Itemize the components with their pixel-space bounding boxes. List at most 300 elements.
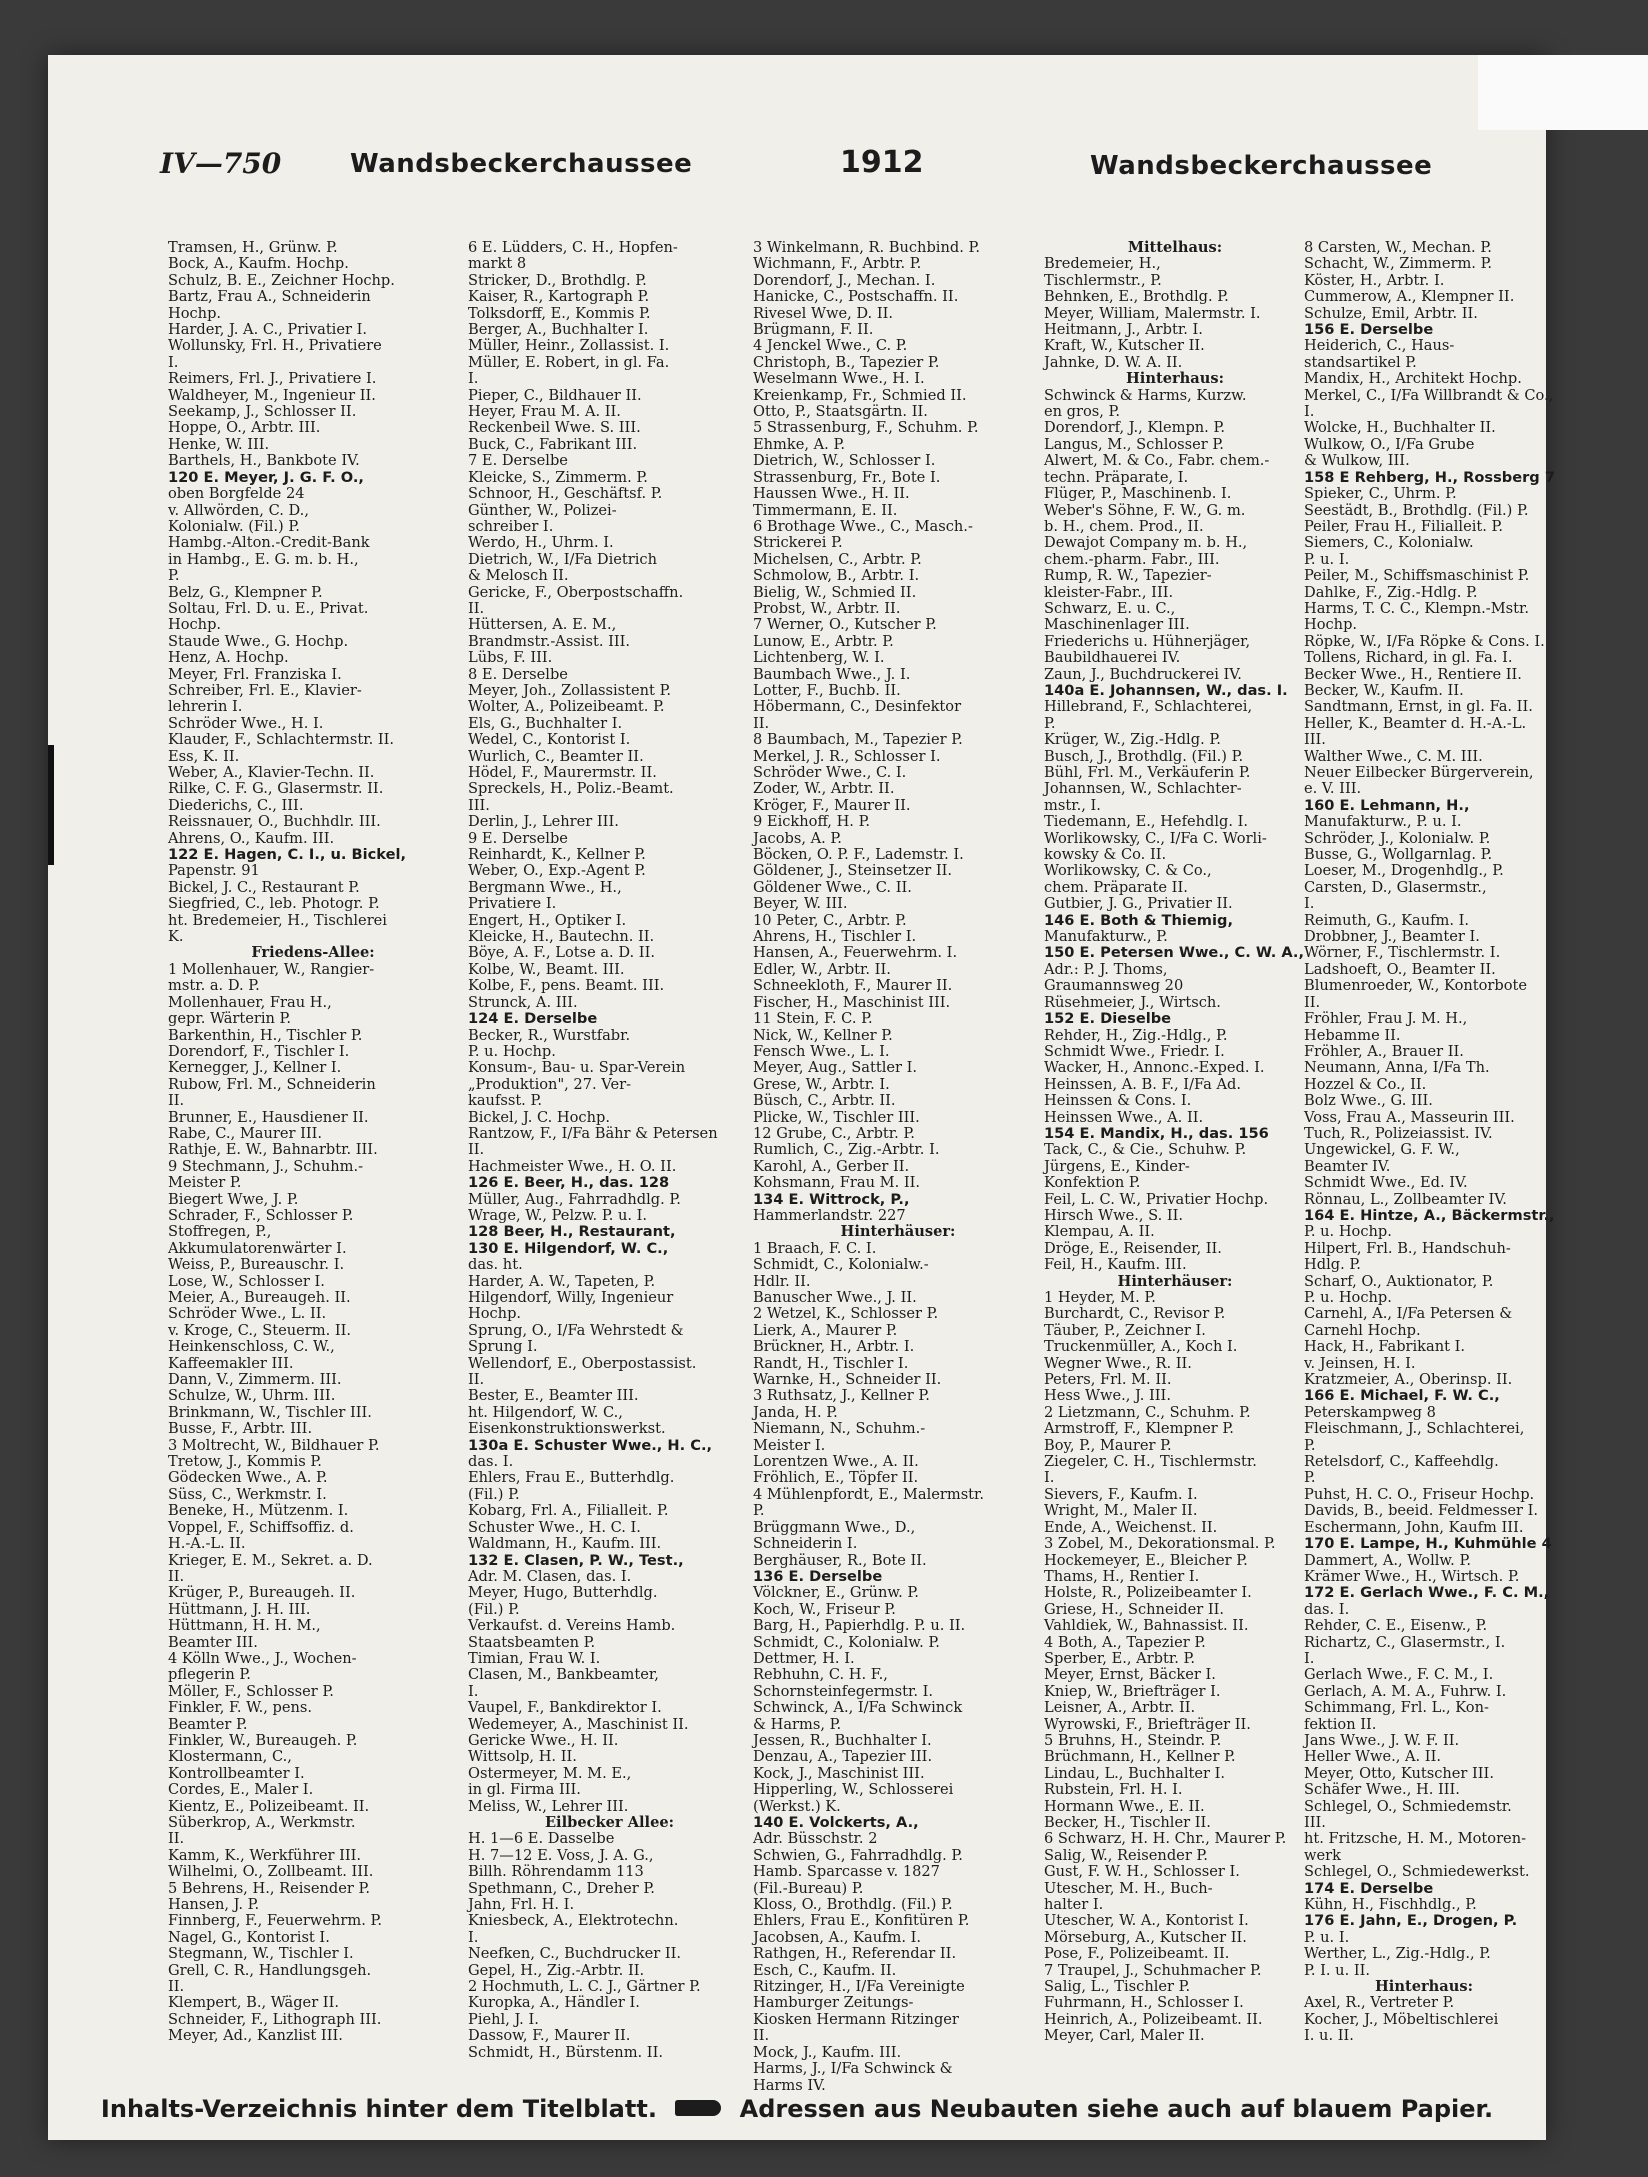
directory-line: mstr. a. D. P. xyxy=(168,977,260,995)
directory-line: Ende, A., Weichenst. II. xyxy=(1044,1518,1218,1536)
directory-line: Hinterhaus: xyxy=(1126,370,1224,388)
directory-line: Heller, K., Beamter d. H.-A.-L. xyxy=(1304,714,1527,732)
directory-line: Tuch, R., Polizeiassist. IV. xyxy=(1304,1124,1493,1142)
directory-line: Kamm, K., Werkführer III. xyxy=(168,1846,362,1864)
directory-line: Rathje, E. W., Bahnarbtr. III. xyxy=(168,1141,378,1159)
directory-line: Busse, F., Arbtr. III. xyxy=(168,1420,313,1438)
directory-line: Ehlers, Frau E., Butterhdlg. xyxy=(468,1469,675,1487)
directory-line: ht. Hilgendorf, W. C., xyxy=(468,1403,623,1421)
directory-line: 158 E Rehberg, H., Rossberg 7 xyxy=(1304,468,1555,486)
directory-line: 9 Eickhoff, H. P. xyxy=(753,813,871,831)
street-title-right: Wandsbeckerchaussee xyxy=(1090,151,1433,181)
directory-line: Tramsen, H., Grünw. P. xyxy=(168,239,338,256)
page-header xyxy=(160,139,1433,199)
directory-line: 8 Carsten, W., Mechan. P. xyxy=(1304,239,1492,256)
directory-line: Axel, R., Vertreter P. xyxy=(1304,1994,1455,2012)
directory-line: Finnberg, F., Feuerwehrm. P. xyxy=(168,1912,383,1930)
directory-line: Meyer, Aug., Sattler I. xyxy=(753,1059,918,1077)
directory-line: Kraft, W., Kutscher II. xyxy=(1044,337,1205,355)
directory-line: Gust, F. W. H., Schlosser I. xyxy=(1044,1863,1240,1881)
directory-line: Timian, Frau W. I. xyxy=(468,1649,601,1667)
directory-line: Beneke, H., Mützenm. I. xyxy=(168,1502,349,1520)
directory-line: H. 7—12 E. Voss, J. A. G., xyxy=(468,1846,654,1864)
directory-line: Mittelhaus: xyxy=(1127,239,1223,256)
directory-line: Bock, A., Kaufm. Hochp. xyxy=(168,255,349,273)
directory-line: Rebhuhn, C. H. F., xyxy=(753,1666,888,1684)
directory-line: Burchardt, C., Revisor P. xyxy=(1044,1305,1226,1323)
directory-line: Rumlich, C., Zig.-Arbtr. I. xyxy=(753,1141,940,1159)
directory-line: Siemers, C., Kolonialw. xyxy=(1304,534,1474,552)
directory-page xyxy=(48,55,1555,2140)
directory-line: Langus, M., Schlosser P. xyxy=(1044,435,1224,453)
directory-line: P. u. I. xyxy=(1304,1928,1350,1946)
directory-line: Dietrich, W., Schlosser I. xyxy=(753,452,936,470)
directory-line: Brinkmann, W., Tischler III. xyxy=(168,1403,372,1421)
directory-line: Rubow, Frl. M., Schneiderin xyxy=(168,1075,376,1093)
directory-line: Kobarg, Frl. A., Filialleit. P. xyxy=(468,1502,669,1520)
directory-line: II. xyxy=(753,2027,770,2045)
directory-line: Wilhelmi, O., Zollbeamt. III. xyxy=(168,1863,374,1881)
directory-line: Heiderich, C., Haus- xyxy=(1304,337,1455,355)
directory-line: P. u. I. xyxy=(1304,550,1350,568)
directory-line: Nagel, G., Kontorist I. xyxy=(168,1928,330,1946)
directory-line: I. xyxy=(1304,895,1315,913)
directory-line: Hödel, F., Maurermstr. II. xyxy=(468,764,657,781)
directory-line: Grese, W., Arbtr. I. xyxy=(753,1075,890,1093)
directory-line: Harder, J. A. C., Privatier I. xyxy=(168,321,368,339)
directory-line: Walther Wwe., C. M. III. xyxy=(1304,747,1483,765)
directory-line: Hipperling, W., Schlosserei xyxy=(753,1781,954,1799)
directory-line: II. xyxy=(1304,993,1321,1011)
directory-line: 2 Wetzel, K., Schlosser P. xyxy=(753,1305,939,1323)
directory-line: Schröder Wwe., L. II. xyxy=(168,1305,327,1323)
directory-line: II. xyxy=(468,1141,485,1159)
directory-line: b. H., chem. Prod., II. xyxy=(1044,517,1204,535)
directory-line: en gros, P. xyxy=(1044,403,1121,421)
directory-line: Peiler, M., Schiffsmaschinist P. xyxy=(1304,567,1530,585)
directory-line: 152 E. Dieselbe xyxy=(1044,1010,1172,1028)
directory-line: Retelsdorf, C., Kaffeehdlg. xyxy=(1304,1453,1499,1471)
directory-line: Barthels, H., Bankbote IV. xyxy=(168,452,360,470)
directory-line: Waldmann, H., Kaufm. III. xyxy=(468,1535,662,1553)
directory-line: Weber, A., Klavier-Techn. II. xyxy=(168,764,375,781)
directory-line: Lose, W., Schlosser I. xyxy=(168,1272,325,1290)
directory-line: I. xyxy=(1304,1649,1315,1667)
directory-line: P. I. u. II. xyxy=(1304,1961,1371,1979)
directory-line: Heinssen, A. B. F., I/Fa Ad. xyxy=(1044,1075,1241,1093)
directory-line: Worlikowsky, C., I/Fa C. Worli- xyxy=(1044,829,1267,847)
directory-line: Heyer, Frau M. A. II. xyxy=(468,403,621,421)
directory-line: Klostermann, C., xyxy=(168,1748,292,1766)
directory-line: Tolksdorff, E., Kommis P. xyxy=(468,304,651,322)
directory-line: Eisenkonstruktionswerkst. xyxy=(468,1420,666,1438)
directory-line: Meyer, Frl. Franziska I. xyxy=(168,665,342,683)
directory-line: Hack, H., Fabrikant I. xyxy=(1304,1338,1466,1356)
directory-line: Fischer, H., Maschinist III. xyxy=(753,993,951,1011)
directory-line: Dietrich, W., I/Fa Dietrich xyxy=(468,550,657,568)
directory-line: 2 Lietzmann, C., Schuhm. P. xyxy=(1044,1403,1251,1421)
directory-line: Manufakturw., P. u. I. xyxy=(1304,813,1462,831)
directory-line: P. xyxy=(753,1502,765,1520)
directory-line: Kröger, F., Maurer II. xyxy=(753,796,911,814)
directory-line: Thams, H., Rentier I. xyxy=(1044,1567,1200,1585)
directory-line: Lorentzen Wwe., A. II. xyxy=(753,1453,919,1471)
directory-line: Bartz, Frau A., Schneiderin xyxy=(168,288,371,306)
directory-line: Dröge, E., Reisender, II. xyxy=(1044,1239,1222,1257)
directory-line: Wolter, A., Polizeibeamt. P. xyxy=(468,698,665,716)
directory-line: Hamb. Sparcasse v. 1827 xyxy=(753,1863,940,1881)
directory-line: Krieger, E. M., Sekret. a. D. xyxy=(168,1551,373,1569)
directory-line: Süberkrop, A., Werkmstr. xyxy=(168,1814,356,1831)
directory-line: Kühn, H., Fischhdlg., P. xyxy=(1304,1896,1477,1914)
directory-line: 172 E. Gerlach Wwe., F. C. M., xyxy=(1304,1584,1550,1602)
directory-line: Loeser, M., Drogenhdlg., P. xyxy=(1304,862,1504,880)
directory-line: 7 Werner, O., Kutscher P. xyxy=(753,616,937,634)
directory-line: Clasen, M., Bankbeamter, xyxy=(468,1666,659,1684)
directory-line: 164 E. Hintze, A., Bäckermstr., xyxy=(1304,1206,1555,1224)
directory-line: 1 Mollenhauer, W., Rangier- xyxy=(168,960,375,978)
directory-line: in Hambg., E. G. m. b. H., xyxy=(168,550,359,568)
directory-line: Ungewickel, G. F. W., xyxy=(1304,1141,1460,1159)
directory-line: Sperber, E., Arbtr. P. xyxy=(1044,1649,1196,1667)
directory-line: Fleischmann, J., Schlachterei, xyxy=(1304,1420,1525,1438)
directory-line: Wurlich, C., Beamter II. xyxy=(468,747,644,765)
directory-line: Fröhler, Frau J. M. H., xyxy=(1304,1010,1468,1028)
directory-line: Finkler, F. W., pens. xyxy=(168,1699,312,1717)
directory-line: Kloss, O., Brothdlg. (Fil.) P. xyxy=(753,1896,953,1914)
directory-line: Siegfried, C., leb. Photogr. P. xyxy=(168,895,380,913)
directory-line: (Fil.-Bureau) P. xyxy=(753,1879,864,1897)
directory-line: Jans Wwe., J. W. F. II. xyxy=(1304,1731,1460,1749)
directory-line: Wacker, H., Annonc.-Exped. I. xyxy=(1044,1059,1265,1077)
directory-line: Konfektion P. xyxy=(1044,1174,1141,1192)
directory-line: Hormann Wwe., E. II. xyxy=(1044,1797,1205,1815)
directory-line: Wolcke, H., Buchhalter II. xyxy=(1304,419,1496,437)
directory-line: Ahrens, H., Tischler I. xyxy=(753,928,917,946)
directory-line: Göldener, J., Steinsetzer II. xyxy=(753,862,953,880)
directory-line: 140a E. Johannsen, W., das. I. xyxy=(1044,681,1288,699)
directory-line: I. u. II. xyxy=(1304,2027,1354,2045)
directory-line: Meyer, Carl, Maler II. xyxy=(1044,2027,1205,2045)
directory-line: Truckenmüller, A., Koch I. xyxy=(1044,1338,1238,1356)
directory-line: Utescher, W. A., Kontorist I. xyxy=(1044,1912,1249,1930)
directory-line: Hüttmann, H. H. M., xyxy=(168,1617,321,1635)
directory-line: Carsten, D., Glasermstr., xyxy=(1304,878,1487,896)
directory-line: Wedel, C., Kontorist I. xyxy=(468,731,631,749)
directory-line: Hinterhäuser: xyxy=(1117,1272,1233,1290)
directory-line: II. xyxy=(168,1567,185,1585)
directory-line: Weber, O., Exp.-Agent P. xyxy=(468,862,646,880)
directory-line: kaufsst. P. xyxy=(468,1092,542,1110)
directory-line: Hanicke, C., Postschaffn. II. xyxy=(753,288,959,306)
directory-line: Koch, W., Friseur P. xyxy=(753,1600,896,1618)
directory-line: das. ht. xyxy=(468,1256,523,1274)
directory-line: kowsky & Co. II. xyxy=(1044,846,1167,864)
directory-line: Peterskampweg 8 xyxy=(1304,1403,1436,1421)
directory-line: Rantzow, F., I/Fa Bähr & Petersen xyxy=(468,1124,718,1142)
directory-line: Hdlr. II. xyxy=(753,1272,811,1290)
page-number: IV—750 xyxy=(160,147,282,180)
directory-line: Becker, H., Tischler II. xyxy=(1044,1814,1211,1831)
directory-line: Ess, K. II. xyxy=(168,747,240,765)
directory-line: Kratzmeier, A., Oberinsp. II. xyxy=(1304,1371,1513,1389)
directory-line: Rivesel Wwe, D. II. xyxy=(753,304,894,322)
directory-line: Dorendorf, F., Tischler I. xyxy=(168,1042,350,1060)
directory-line: P. u. Hochp. xyxy=(1304,1223,1392,1241)
directory-line: markt 8 xyxy=(468,255,527,273)
directory-line: Richartz, C., Glasermstr., I. xyxy=(1304,1633,1506,1651)
directory-line: Hochp. xyxy=(168,304,222,322)
directory-line: Meyer, Otto, Kutscher III. xyxy=(1304,1764,1494,1782)
directory-line: Hinterhaus: xyxy=(1375,1978,1473,1996)
directory-line: Banuscher Wwe., J. II. xyxy=(753,1289,917,1306)
directory-line: Hüttersen, A. E. M., xyxy=(468,616,617,634)
directory-line: ht. Bredemeier, H., Tischlerei xyxy=(168,911,387,929)
directory-line: Karohl, A., Gerber II. xyxy=(753,1157,910,1175)
directory-line: I. xyxy=(468,1928,479,1946)
directory-line: Kreienkamp, Fr., Schmied II. xyxy=(753,386,967,404)
directory-line: Möller, F., Schlosser P. xyxy=(168,1682,334,1700)
directory-line: I. xyxy=(468,1682,479,1700)
directory-line: I. xyxy=(1044,1469,1055,1487)
pointing-hand-icon xyxy=(675,2100,721,2116)
directory-line: Hdlg. P. xyxy=(1304,1256,1361,1274)
directory-line: Meliss, W., Lehrer III. xyxy=(468,1797,629,1815)
directory-line: Fensch Wwe., L. I. xyxy=(753,1042,890,1060)
directory-line: Fröhler, A., Brauer II. xyxy=(1304,1042,1464,1060)
directory-line: Harder, A. W., Tapeten, P. xyxy=(468,1272,656,1290)
directory-line: 12 Grube, C., Arbtr. P. xyxy=(753,1124,915,1142)
directory-line: Meyer, Ad., Kanzlist III. xyxy=(168,2027,343,2045)
directory-line: Reimers, Frl. J., Privatiere I. xyxy=(168,370,377,388)
directory-line: Jessen, R., Buchhalter I. xyxy=(753,1731,932,1749)
directory-line: Schnoor, H., Geschäftsf. P. xyxy=(468,485,663,503)
directory-line: Böye, A. F., Lotse a. D. II. xyxy=(468,944,655,962)
directory-line: Eilbecker Allee: xyxy=(544,1814,675,1831)
directory-line: Bühl, Frl. M., Verkäuferin P. xyxy=(1044,764,1251,781)
directory-line: Göldener Wwe., C. II. xyxy=(753,878,912,896)
directory-line: Seekamp, J., Schlosser II. xyxy=(168,403,357,421)
directory-line: Sprung, O., I/Fa Wehrstedt & xyxy=(468,1321,684,1339)
directory-line: Schulz, B. E., Zeichner Hochp. xyxy=(168,271,395,289)
directory-line: Seestädt, B., Brothdlg. (Fil.) P. xyxy=(1304,501,1529,519)
directory-line: Busch, J., Brothdlg. (Fil.) P. xyxy=(1044,747,1244,765)
directory-line: Vahldiek, W., Bahnassist. II. xyxy=(1044,1617,1249,1635)
directory-line: Bickel, J. C., Restaurant P. xyxy=(168,878,360,896)
directory-line: Adr.: P. J. Thoms, xyxy=(1044,960,1168,978)
directory-line: 126 E. Beer, H., das. 128 xyxy=(468,1174,670,1192)
directory-line: Gödecken Wwe., A. P. xyxy=(168,1469,328,1487)
directory-line: Brüchmann, H., Kellner P. xyxy=(1044,1748,1236,1766)
directory-line: Brügmann, F. II. xyxy=(753,321,874,339)
directory-line: Weber's Söhne, F. W., G. m. xyxy=(1044,501,1246,519)
directory-line: III. xyxy=(1304,1814,1326,1831)
directory-line: Denzau, A., Tapezier III. xyxy=(753,1748,933,1766)
directory-line: Alwert, M. & Co., Fabr. chem.- xyxy=(1044,452,1270,470)
directory-line: & Melosch II. xyxy=(468,567,569,585)
directory-line: Kientz, E., Polizeibeamt. II. xyxy=(168,1797,370,1815)
directory-line: Brüggmann Wwe., D., xyxy=(753,1518,916,1536)
directory-line: Meyer, Joh., Zollassistent P. xyxy=(468,681,672,699)
directory-line: Dammert, A., Wollw. P. xyxy=(1304,1551,1471,1569)
directory-line: Schuster Wwe., H. C. I. xyxy=(468,1518,641,1536)
directory-line: Peiler, Frau H., Filialleit. P. xyxy=(1304,517,1504,535)
directory-line: Jürgens, E., Kinder- xyxy=(1044,1157,1190,1175)
directory-line: 10 Peter, C., Arbtr. P. xyxy=(753,911,907,929)
directory-line: in gl. Firma III. xyxy=(468,1781,581,1799)
directory-line: I. xyxy=(1304,403,1315,421)
directory-line: Gericke, F., Oberpostschaffn. xyxy=(468,583,684,601)
directory-line: Neuer Eilbecker Bürgerverein, xyxy=(1304,764,1534,781)
directory-line: Mollenhauer, Frau H., xyxy=(168,993,332,1011)
directory-line: Staatsbeamten P. xyxy=(468,1633,596,1651)
directory-line: Konsum-, Bau- u. Spar-Verein xyxy=(468,1059,686,1077)
directory-line: Merkel, J. R., Schlosser I. xyxy=(753,747,941,765)
directory-line: Grell, C. R., Handlungsgeh. xyxy=(168,1961,372,1979)
directory-line: Völckner, E., Grünw. P. xyxy=(753,1584,919,1602)
directory-line: Sprung I. xyxy=(468,1338,538,1356)
directory-line: Ehmke, A. P. xyxy=(753,435,845,453)
directory-line: Mock, J., Kaufm. III. xyxy=(753,2043,902,2061)
directory-line: fektion II. xyxy=(1304,1715,1377,1733)
directory-line: Kocher, J., Möbeltischlerei xyxy=(1304,2010,1499,2028)
paper-tab xyxy=(1478,55,1648,130)
directory-line: Schröder Wwe., C. I. xyxy=(753,764,907,781)
directory-line: ht. Fritzsche, H. M., Motoren- xyxy=(1304,1830,1527,1848)
directory-line: Hammerlandstr. 227 xyxy=(753,1206,906,1224)
directory-line: Täuber, P., Zeichner I. xyxy=(1044,1321,1206,1339)
directory-line: Weselmann Wwe., H. I. xyxy=(753,370,925,388)
directory-line: Gericke Wwe., H. II. xyxy=(468,1731,619,1749)
directory-line: 1 Heyder, M. P. xyxy=(1044,1289,1156,1306)
directory-line: Manufakturw., P. xyxy=(1044,928,1168,946)
directory-line: Weiss, P., Bureauschr. I. xyxy=(168,1256,345,1274)
directory-line: 8 E. Derselbe xyxy=(468,665,568,683)
directory-line: (Fil.) P. xyxy=(468,1485,520,1503)
directory-line: Ahrens, O., Kaufm. III. xyxy=(168,829,335,847)
directory-line: 130 E. Hilgendorf, W. C., xyxy=(468,1239,669,1257)
directory-line: Kohsmann, Frau M. II. xyxy=(753,1174,921,1192)
directory-line: Schwinck, A., I/Fa Schwinck xyxy=(753,1699,963,1717)
directory-line: Becker Wwe., H., Rentiere II. xyxy=(1304,665,1522,683)
directory-line: Blumenroeder, W., Kontorbote xyxy=(1304,977,1528,995)
directory-line: Friederichs u. Hühnerjäger, xyxy=(1044,632,1251,650)
directory-line: Schneiderin I. xyxy=(753,1535,858,1553)
directory-line: Verkaufst. d. Vereins Hamb. xyxy=(468,1617,676,1635)
directory-line: Tischlermstr., P. xyxy=(1044,271,1162,289)
directory-line: Kleicke, S., Zimmerm. P. xyxy=(468,468,648,486)
directory-line: II. xyxy=(468,1371,485,1389)
directory-line: Pose, F., Polizeibeamt. II. xyxy=(1044,1945,1230,1963)
directory-line: Cummerow, A., Klempner II. xyxy=(1304,288,1515,306)
directory-line: „Produktion", 27. Ver- xyxy=(468,1075,632,1093)
directory-line: Tollens, Richard, in gl. Fa. I. xyxy=(1304,649,1513,667)
directory-line: Harms IV. xyxy=(753,2076,826,2094)
directory-line: Bredemeier, H., xyxy=(1044,255,1161,273)
directory-line: Schmidt, C., Kolonialw. P. xyxy=(753,1633,940,1651)
directory-line: 146 E. Both & Thiemig, xyxy=(1044,911,1233,929)
directory-line: Els, G., Buchhalter I. xyxy=(468,714,623,732)
directory-line: Hilpert, Frl. B., Handschuh- xyxy=(1304,1239,1511,1257)
directory-line: Kleicke, H., Bautechn. II. xyxy=(468,928,655,946)
directory-line: Privatiere I. xyxy=(468,895,557,913)
directory-line: Rehder, C. E., Eisenw., P. xyxy=(1304,1617,1488,1635)
directory-line: Davids, B., beeid. Feldmesser I. xyxy=(1304,1502,1539,1520)
directory-line: Ritzinger, H., I/Fa Vereinigte xyxy=(753,1978,965,1996)
directory-line: 136 E. Derselbe xyxy=(753,1567,883,1585)
directory-line: Heinkenschloss, C. W., xyxy=(168,1338,335,1356)
directory-line: chem. Präparate II. xyxy=(1044,878,1188,896)
directory-line: Otto, P., Staatsgärtn. II. xyxy=(753,403,928,421)
directory-line: 150 E. Petersen Wwe., C. W. A., xyxy=(1044,944,1305,962)
directory-line: Carnehl, A., I/Fa Petersen & xyxy=(1304,1305,1513,1323)
directory-line: Hüttmann, J. H. III. xyxy=(168,1600,311,1618)
directory-line: Wellendorf, E., Oberpostassist. xyxy=(468,1354,697,1372)
directory-line: Meister P. xyxy=(168,1174,242,1192)
directory-line: Plicke, W., Tischler III. xyxy=(753,1108,920,1126)
directory-line: Hess Wwe., J. III. xyxy=(1044,1387,1171,1405)
directory-line: 176 E. Jahn, E., Drogen, P. xyxy=(1304,1912,1518,1930)
directory-line: Randt, H., Tischler I. xyxy=(753,1354,909,1372)
directory-line: Meyer, Ernst, Bäcker I. xyxy=(1044,1666,1216,1684)
directory-line: Probst, W., Arbtr. II. xyxy=(753,599,901,617)
directory-line: Hilgendorf, Willy, Ingenieur xyxy=(468,1289,674,1306)
directory-line: Wright, M., Maler II. xyxy=(1044,1502,1198,1520)
directory-line: Armstroff, F., Klempner P. xyxy=(1044,1420,1234,1438)
directory-line: Schreiber, Frl. E., Klavier- xyxy=(168,681,362,699)
directory-line: werk xyxy=(1304,1846,1341,1864)
directory-line: Stricker, D., Brothdlg. P. xyxy=(468,271,647,289)
directory-line: Akkumulatorenwärter I. xyxy=(168,1239,347,1257)
directory-line: gepr. Wärterin P. xyxy=(168,1010,292,1028)
directory-line: Bolz Wwe., G. III. xyxy=(1304,1092,1433,1110)
directory-line: Tiedemann, E., Hefehdlg. I. xyxy=(1044,813,1249,831)
directory-line: standsartikel P. xyxy=(1304,353,1417,371)
directory-line: Hozzel & Co., II. xyxy=(1304,1075,1427,1093)
directory-line: Tretow, J., Kommis P. xyxy=(168,1453,322,1471)
directory-line: Rump, R. W., Tapezier- xyxy=(1044,567,1212,585)
directory-line: Engert, H., Optiker I. xyxy=(468,911,627,929)
directory-line: Hockemeyer, E., Bleicher P. xyxy=(1044,1551,1248,1569)
directory-line: Wörner, F., Tischlermstr. I. xyxy=(1304,944,1501,962)
directory-line: Hochp. xyxy=(168,616,222,634)
directory-line: Mörseburg, A., Kutscher II. xyxy=(1044,1928,1247,1946)
directory-line: Schmidt, C., Kolonialw.- xyxy=(753,1256,929,1274)
directory-line: 5 Strassenburg, F., Schuhm. P. xyxy=(753,419,979,437)
directory-line: 140 E. Volckerts, A., xyxy=(753,1814,919,1831)
directory-line: Rathgen, H., Referendar II. xyxy=(753,1945,957,1963)
directory-line: 134 E. Wittrock, P., xyxy=(753,1190,910,1208)
directory-line: Finkler, W., Bureaugeh. P. xyxy=(168,1731,358,1749)
directory-line: Strassenburg, Fr., Bote I. xyxy=(753,468,941,486)
directory-line: Rönnau, L., Zollbeamter IV. xyxy=(1304,1190,1507,1208)
directory-line: Schulze, W., Uhrm. III. xyxy=(168,1387,336,1405)
directory-line: Esch, C., Kaufm. II. xyxy=(753,1961,897,1979)
directory-line: Becker, R., Wurstfabr. xyxy=(468,1026,631,1044)
directory-line: 6 E. Lüdders, C. H., Hopfen- xyxy=(468,239,678,256)
directory-line: Adr. M. Clasen, das. I. xyxy=(468,1567,632,1585)
directory-line: Dettmer, H. I. xyxy=(753,1649,855,1667)
directory-line: Schwarz, E. u. C., xyxy=(1044,599,1176,617)
directory-line: Krüger, P., Bureaugeh. II. xyxy=(168,1584,356,1602)
directory-line: Reinhardt, K., Kellner P. xyxy=(468,846,646,864)
directory-line: Schimmang, Frl. L., Kon- xyxy=(1304,1699,1489,1717)
directory-line: Henke, W. III. xyxy=(168,435,270,453)
directory-line: Mandix, H., Architekt Hochp. xyxy=(1304,370,1522,388)
directory-line: Baumbach Wwe., J. I. xyxy=(753,665,911,683)
directory-line: 3 Ruthsatz, J., Kellner P. xyxy=(753,1387,930,1405)
margin-mark xyxy=(48,745,54,865)
